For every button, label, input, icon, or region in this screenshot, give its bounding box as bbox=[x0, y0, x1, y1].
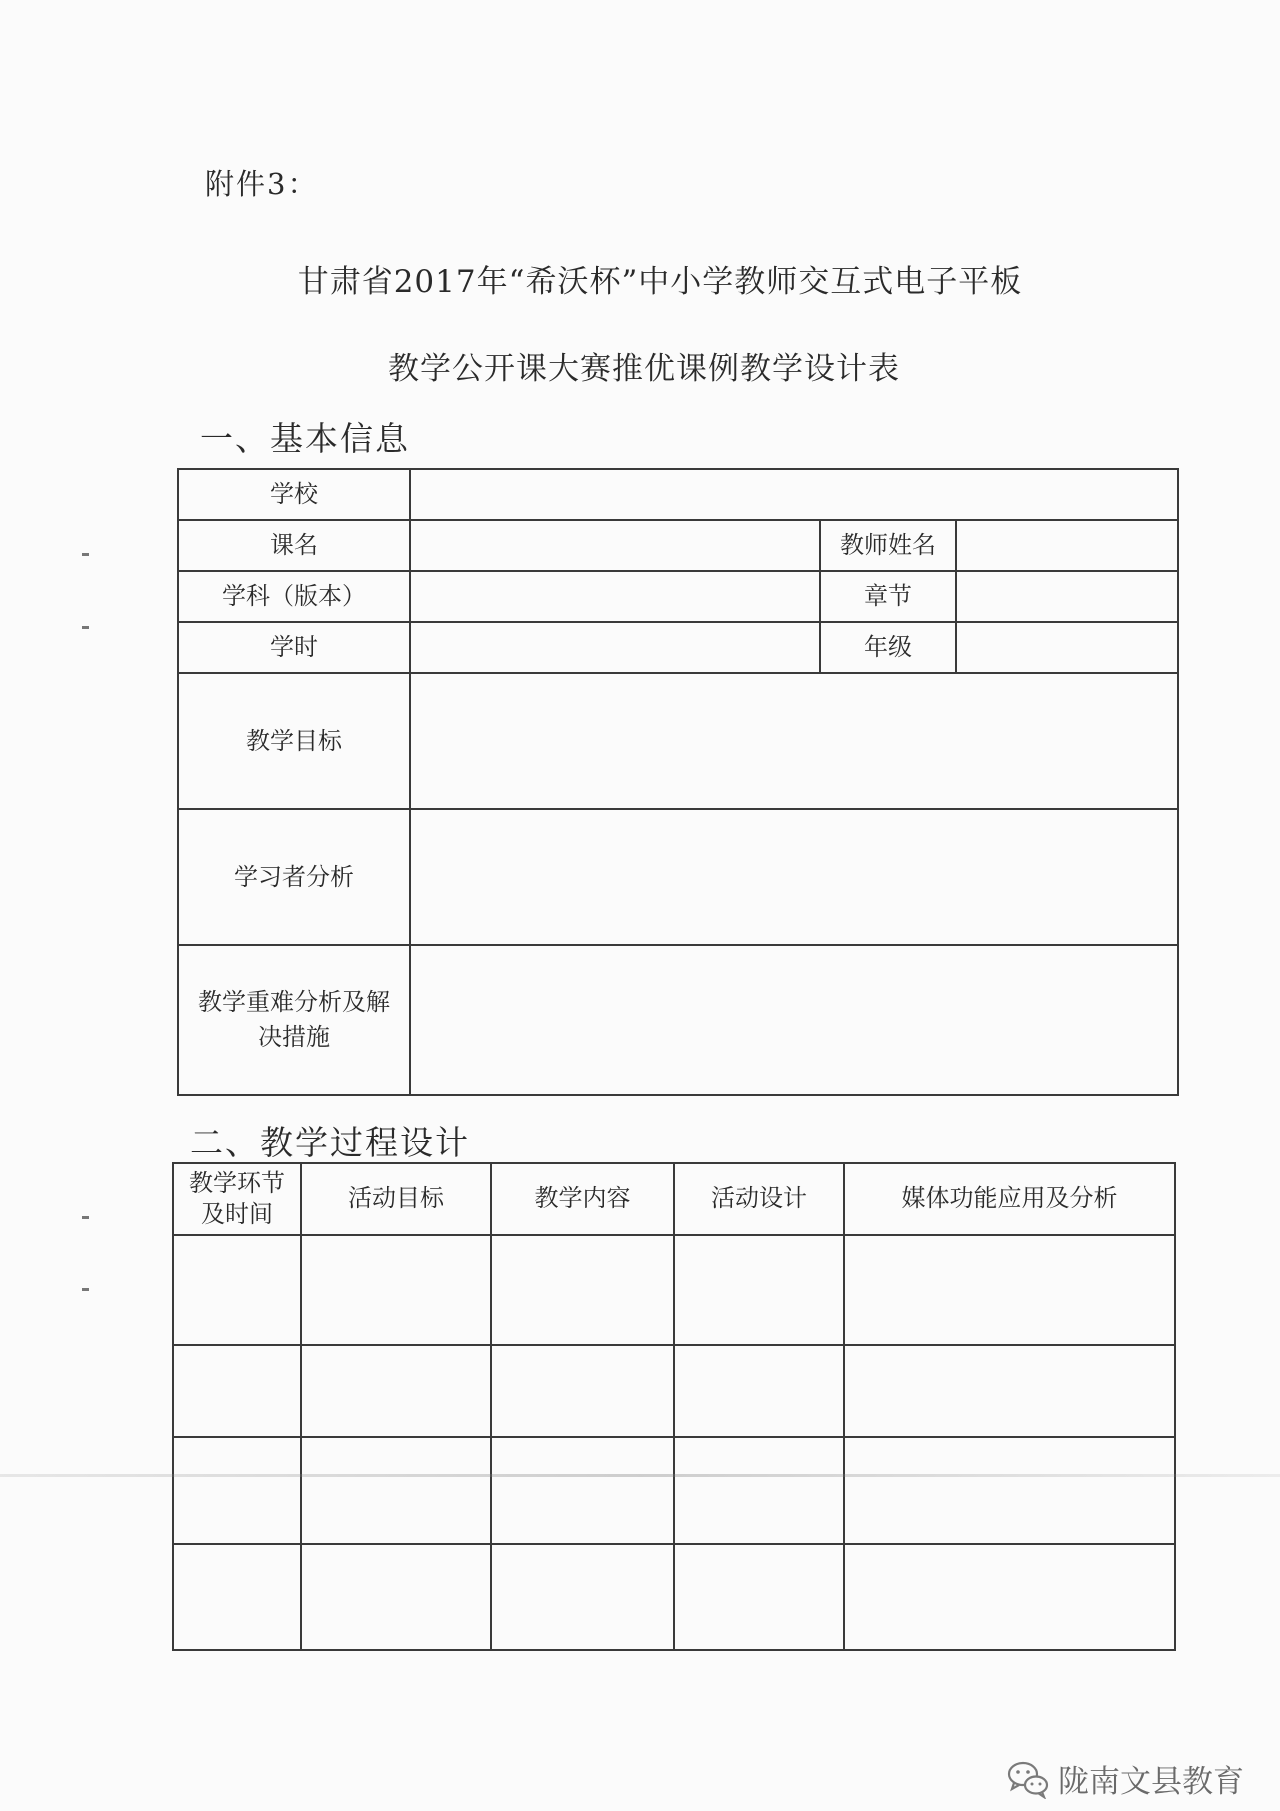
teaching-objectives-field[interactable] bbox=[410, 673, 1178, 809]
process-design-table bbox=[172, 1162, 1176, 1651]
table-cell[interactable] bbox=[491, 1235, 674, 1345]
class-hours-label: 学时 bbox=[178, 622, 410, 673]
wechat-icon bbox=[1006, 1759, 1050, 1799]
document-title-line-2: 教学公开课大赛推优课例教学设计表 bbox=[388, 351, 900, 387]
teacher-name-field[interactable] bbox=[956, 520, 1178, 571]
scan-mark bbox=[82, 1288, 89, 1291]
table-cell[interactable] bbox=[674, 1235, 844, 1345]
subject-edition-label: 学科（版本） bbox=[178, 571, 410, 622]
column-header: 媒体功能应用及分析 bbox=[844, 1163, 1175, 1235]
learner-analysis-label: 学习者分析 bbox=[178, 809, 410, 945]
subject-edition-field[interactable] bbox=[410, 571, 820, 622]
table-cell[interactable] bbox=[844, 1544, 1175, 1650]
section-heading-basic-info: 一、基本信息 bbox=[200, 419, 410, 458]
table-row bbox=[178, 673, 1178, 809]
table-row bbox=[178, 520, 1178, 571]
column-header: 活动设计 bbox=[674, 1163, 844, 1235]
key-difficult-points-label: 教学重难分析及解决措施 bbox=[178, 945, 410, 1095]
document-title-line-1: 甘肃省2017年“希沃杯”中小学教师交互式电子平板 bbox=[297, 264, 1023, 300]
table-cell[interactable] bbox=[844, 1235, 1175, 1345]
table-row bbox=[178, 945, 1178, 1095]
table-row bbox=[178, 622, 1178, 673]
table-cell[interactable] bbox=[173, 1437, 301, 1544]
key-difficult-points-field[interactable] bbox=[410, 945, 1178, 1095]
basic-info-table bbox=[177, 468, 1179, 1096]
teaching-objectives-label: 教学目标 bbox=[178, 673, 410, 809]
class-hours-field[interactable] bbox=[410, 622, 820, 673]
table-cell[interactable] bbox=[491, 1544, 674, 1650]
school-label: 学校 bbox=[178, 469, 410, 520]
course-name-field[interactable] bbox=[410, 520, 820, 571]
school-field[interactable] bbox=[410, 469, 1178, 520]
grade-field[interactable] bbox=[956, 622, 1178, 673]
table-cell[interactable] bbox=[844, 1345, 1175, 1437]
scan-streak bbox=[0, 1474, 1280, 1477]
watermark-text: 陇南文县教育 bbox=[1058, 1764, 1244, 1800]
table-cell[interactable] bbox=[301, 1235, 491, 1345]
column-header: 教学环节及时间 bbox=[173, 1163, 301, 1235]
chapter-field[interactable] bbox=[956, 571, 1178, 622]
column-header: 教学内容 bbox=[491, 1163, 674, 1235]
table-cell[interactable] bbox=[674, 1345, 844, 1437]
table-row bbox=[178, 469, 1178, 520]
scan-mark bbox=[82, 553, 89, 556]
table-row bbox=[173, 1345, 1175, 1437]
table-row bbox=[173, 1235, 1175, 1345]
table-cell[interactable] bbox=[173, 1235, 301, 1345]
table-cell[interactable] bbox=[674, 1544, 844, 1650]
watermark bbox=[1006, 1756, 1244, 1801]
grade-label: 年级 bbox=[820, 622, 956, 673]
table-row bbox=[173, 1437, 1175, 1544]
chapter-label: 章节 bbox=[820, 571, 956, 622]
table-row bbox=[178, 571, 1178, 622]
scan-mark bbox=[82, 626, 89, 629]
table-cell[interactable] bbox=[491, 1437, 674, 1544]
table-row bbox=[178, 809, 1178, 945]
table-cell[interactable] bbox=[301, 1345, 491, 1437]
table-cell[interactable] bbox=[844, 1437, 1175, 1544]
table-cell[interactable] bbox=[491, 1345, 674, 1437]
learner-analysis-field[interactable] bbox=[410, 809, 1178, 945]
course-name-label: 课名 bbox=[178, 520, 410, 571]
section-heading-process-design: 二、教学过程设计 bbox=[190, 1123, 470, 1162]
table-cell[interactable] bbox=[674, 1437, 844, 1544]
table-cell[interactable] bbox=[173, 1345, 301, 1437]
teacher-name-label: 教师姓名 bbox=[820, 520, 956, 571]
table-cell[interactable] bbox=[173, 1544, 301, 1650]
scan-mark bbox=[82, 1216, 89, 1219]
table-header-row bbox=[173, 1163, 1175, 1235]
table-cell[interactable] bbox=[301, 1437, 491, 1544]
table-cell[interactable] bbox=[301, 1544, 491, 1650]
annex-label: 附件3： bbox=[205, 167, 319, 201]
column-header: 活动目标 bbox=[301, 1163, 491, 1235]
table-row bbox=[173, 1544, 1175, 1650]
